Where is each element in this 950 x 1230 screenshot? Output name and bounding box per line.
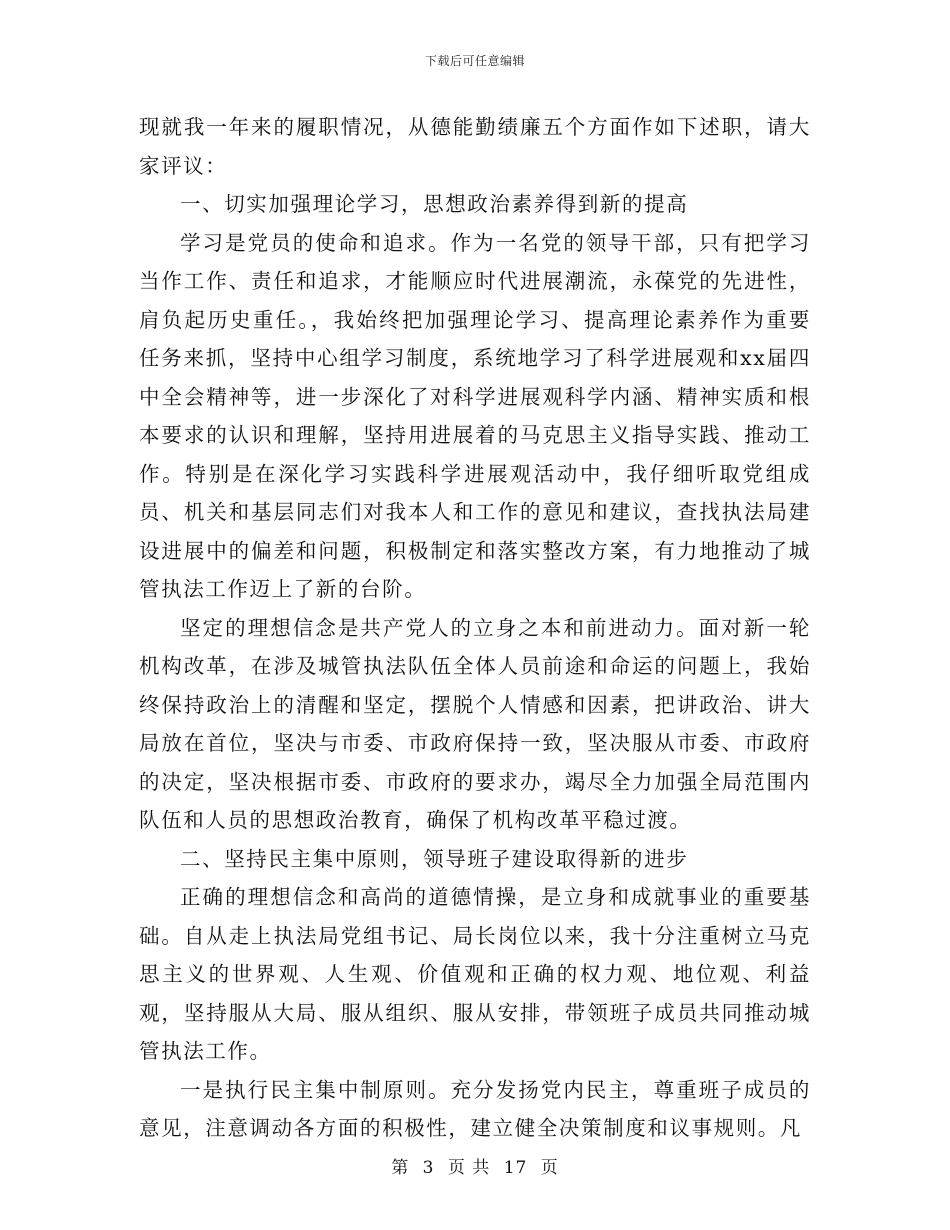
page-number: 3	[422, 1158, 435, 1178]
footer-suffix: 页	[540, 1158, 559, 1178]
total-pages: 17	[503, 1158, 528, 1178]
body-paragraph: 学习是党员的使命和追求。作为一名党的领导干部，只有把学习当作工作、责任和追求，才能顺应时代进展潮流，永葆党的先进性，肩负起历史重任。，我始终把加强理论学习、提高理论素养作为重要任务来抓，坚持中心组学习制度，系统地学习了科学进展观和xx届四中全会精神等，进一步深化了对科学进展观科学内涵、精神实质和根本要求的认识和理解，坚持用进展着的马克思主义指导实践、推动工作。特别是在深化学习实践科学进展观活动中，我仔细听取党组成员、机关和基层同志们对我本人和工作的意见和建议，查找执法局建设进展中的偏差和问题，积极制定和落实整改方案，有力地推动了城管执法工作迈上了新的台阶。	[139, 230, 811, 601]
intro-paragraph: 现就我一年来的履职情况，从德能勤绩廉五个方面作如下述职，请大家评议：	[139, 115, 811, 178]
page-header: 下载后可任意编辑	[424, 54, 525, 68]
footer-prefix: 第	[391, 1158, 410, 1178]
document-body	[139, 108, 811, 1148]
footer-middle: 页 共	[447, 1158, 491, 1178]
page-footer	[0, 1153, 950, 1178]
section-heading-1: 一、切实加强理论学习，思想政治素养得到新的提高	[180, 192, 689, 216]
body-paragraph: 一是执行民主集中制原则。充分发扬党内民主，尊重班子成员的意见，注意调动各方面的积极性，建立健全决策制度和议事规则。凡	[139, 1077, 811, 1140]
body-paragraph: 坚定的理想信念是共产党人的立身之本和前进动力。面对新一轮机构改革，在涉及城管执法队伍全体人员前途和命运的问题上，我始终保持政治上的清醒和坚定，摆脱个人情感和因素，把讲政治、讲大局放在首位，坚决与市委、市政府保持一致，坚决服从市委、市政府的决定，坚决根据市委、市政府的要求办，竭尽全力加强全局范围内队伍和人员的思想政治教育，确保了机构改革平稳过渡。	[139, 615, 811, 832]
section-heading-2: 二、坚持民主集中原则，领导班子建设取得新的进步	[180, 846, 689, 871]
body-paragraph: 正确的理想信念和高尚的道德情操，是立身和成就事业的重要基础。自从走上执法局党组书记、局长岗位以来，我十分注重树立马克思主义的世界观、人生观、价值观和正确的权力观、地位观、利益观，坚持服从大局、服从组织、服从安排，带领班子成员共同推动城管执法工作。	[139, 885, 811, 1063]
